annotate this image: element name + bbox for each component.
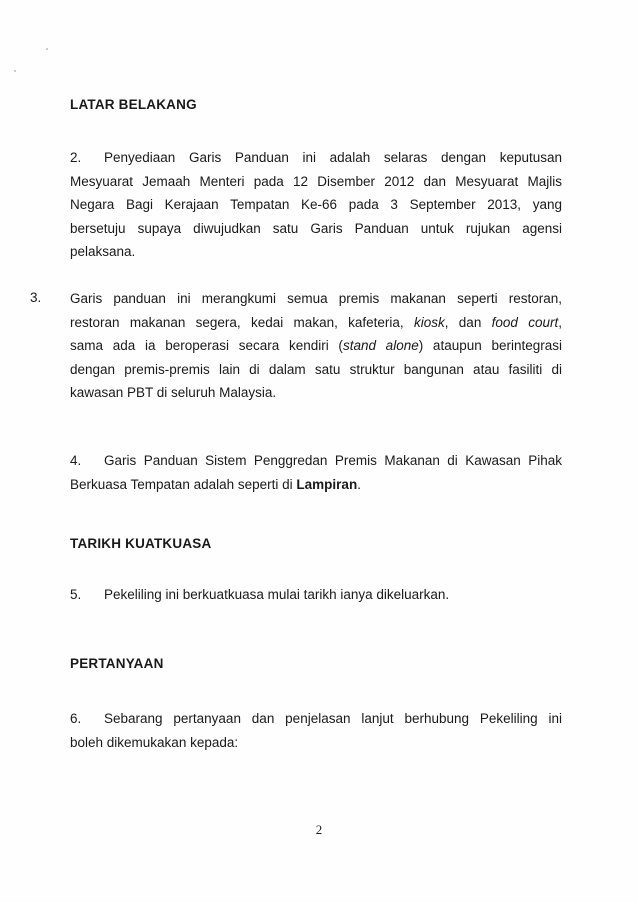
bold-term: Lampiran [296, 476, 358, 492]
paragraph-5 [70, 583, 562, 607]
paragraph-text: Garis Panduan Sistem Penggredan Premis Makanan di Kawasan Pihak [104, 453, 562, 468]
paragraph-2-line-1 [70, 146, 562, 170]
text-run: ) ataupun berintegrasi [418, 338, 562, 353]
paragraph-3-number: 3. [30, 290, 42, 305]
paragraph-2-line-3: Negara Bagi Kerajaan Tempatan Ke-66 pada 3 September 2013, yang [70, 197, 562, 212]
paragraph-3-line-2 [70, 311, 562, 335]
paragraph-number: 2. [70, 150, 82, 165]
paragraph-number: 4. [70, 453, 82, 468]
text-run: restoran makanan segera, kedai makan, kafeteria, [70, 314, 404, 330]
paragraph-text: Pekeliling ini berkuatkuasa mulai tarikh ianya dikeluarkan. [104, 587, 450, 602]
paragraph-6-line-1 [70, 707, 562, 731]
heading-pertanyaan: PERTANYAAN [70, 656, 164, 671]
paragraph-6-line-2: boleh dikemukakan kepada: [70, 734, 239, 750]
paragraph-3-line-1: Garis panduan ini merangkumi semua premis makanan seperti restoran, [70, 291, 562, 306]
paragraph-2 [70, 146, 562, 264]
heading-latar-belakang: LATAR BELAKANG [70, 97, 197, 112]
paragraph-number: 6. [70, 711, 82, 726]
text-run: sama ada ia beroperasi secara kendiri ( [70, 338, 343, 353]
text-run: , [558, 314, 562, 330]
paragraph-2-line-4: bersetuju supaya diwujudkan satu Garis Panduan untuk rujukan agensi [70, 220, 562, 236]
paragraph-4-line-1 [70, 449, 562, 473]
paragraph-6 [70, 707, 562, 754]
paragraph-3-line-4: dengan premis-premis lain di dalam satu struktur bangunan atau fasiliti di [70, 361, 562, 377]
paragraph-text: Penyediaan Garis Panduan ini adalah selaras dengan keputusan [104, 150, 562, 165]
text-run: . [357, 476, 361, 492]
page-number: 2 [315, 822, 323, 837]
paragraph-3 [70, 287, 562, 405]
paragraph-4-line-2 [70, 473, 562, 497]
text-run: Berkuasa Tempatan adalah seperti di [70, 476, 293, 492]
paragraph-number: 5. [70, 587, 82, 602]
italic-term: kiosk [413, 314, 445, 330]
paragraph-4 [70, 449, 562, 496]
text-run: , dan [444, 314, 482, 330]
italic-term: stand alone [342, 338, 419, 353]
paragraph-2-line-2: Mesyuarat Jemaah Menteri pada 12 Disember 2012 dan Mesyuarat Majlis [70, 173, 562, 189]
paragraph-5-line-1 [70, 583, 562, 607]
paragraph-2-line-5: pelaksana. [70, 244, 136, 259]
scan-speck [46, 48, 48, 50]
italic-term: food court [491, 314, 559, 330]
paragraph-3-line-5: kawasan PBT di seluruh Malaysia. [70, 385, 277, 400]
heading-tarikh-kuatkuasa: TARIKH KUATKUASA [70, 536, 212, 551]
paragraph-text: Sebarang pertanyaan dan penjelasan lanjut berhubung Pekeliling ini [104, 711, 562, 726]
scan-speck [14, 70, 16, 72]
paragraph-3-line-3 [70, 334, 562, 358]
